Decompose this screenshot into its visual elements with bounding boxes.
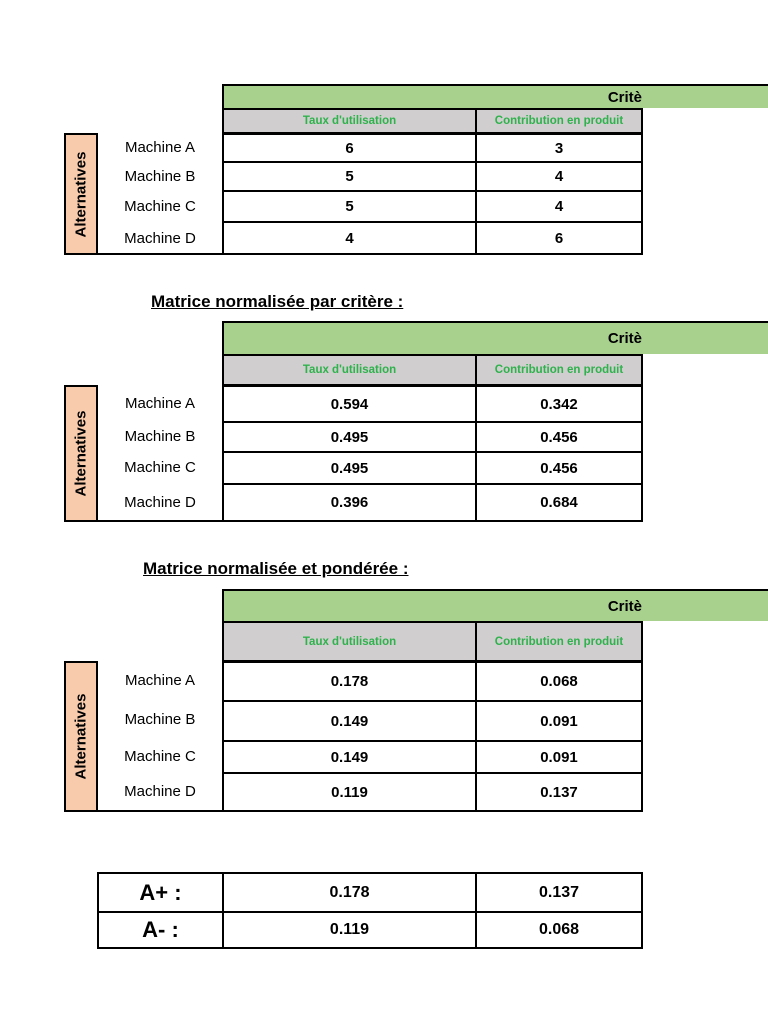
alternatives-label: Alternatives [64, 661, 98, 812]
ideal-negative-label: A- : [97, 911, 224, 949]
table-cell: 0.456 [475, 421, 643, 453]
row-label: Machine C [124, 458, 196, 476]
alternatives-label: Alternatives [64, 133, 98, 255]
table-cell: 4 [475, 161, 643, 192]
table-cell: 0.178 [222, 872, 477, 913]
table-cell: 0.137 [475, 872, 643, 913]
row-label: Machine A [124, 671, 196, 689]
row-label: Machine D [124, 229, 196, 247]
section-title: Matrice normalisée par critère : [151, 292, 404, 311]
table-cell: 3 [475, 133, 643, 163]
table-border [64, 810, 224, 812]
criteria-header: Critè [222, 589, 768, 621]
table-cell: 0.119 [222, 911, 477, 949]
row-label: Machine B [124, 427, 196, 445]
table-cell: 0.091 [475, 700, 643, 742]
table-cell: 6 [222, 133, 477, 163]
table-cell: 0.495 [222, 451, 477, 485]
row-label: Machine A [124, 139, 196, 156]
table-cell: 0.594 [222, 385, 477, 423]
table-cell: 4 [222, 221, 477, 255]
row-label: Machine C [124, 747, 196, 765]
table-cell: 0.396 [222, 483, 477, 522]
table-cell: 0.456 [475, 451, 643, 485]
column-header-taux: Taux d'utilisation [222, 621, 476, 662]
row-label: Machine D [124, 783, 196, 800]
row-label: Machine A [124, 394, 196, 412]
row-label: Machine D [124, 493, 196, 511]
row-label: Machine B [124, 711, 196, 728]
table-border [64, 253, 224, 255]
table-cell: 4 [475, 190, 643, 223]
table-cell: 5 [222, 190, 477, 223]
table-cell: 0.149 [222, 740, 477, 774]
table-cell: 0.137 [475, 772, 643, 812]
column-header-taux: Taux d'utilisation [222, 108, 476, 134]
section-title: Matrice normalisée et pondérée : [143, 559, 409, 578]
column-header-contribution: Contribution en produit [475, 621, 643, 662]
table-cell: 0.119 [222, 772, 477, 812]
table-cell: 0.149 [222, 700, 477, 742]
table-cell: 0.684 [475, 483, 643, 522]
row-label: Machine B [124, 168, 196, 185]
column-header-contribution: Contribution en produit [475, 354, 643, 386]
table-cell: 0.068 [475, 911, 643, 949]
table-cell: 6 [475, 221, 643, 255]
alternatives-label: Alternatives [64, 385, 98, 522]
table-cell: 0.342 [475, 385, 643, 423]
column-header-taux: Taux d'utilisation [222, 354, 476, 386]
table-cell: 5 [222, 161, 477, 192]
ideal-positive-label: A+ : [97, 872, 224, 913]
row-label: Machine C [124, 198, 196, 215]
table-cell: 0.091 [475, 740, 643, 774]
table-border [64, 520, 224, 522]
table-cell: 0.068 [475, 661, 643, 702]
table-cell: 0.178 [222, 661, 477, 702]
table-cell: 0.495 [222, 421, 477, 453]
column-header-contribution: Contribution en produit [475, 108, 643, 134]
criteria-header: Critè [222, 321, 768, 354]
criteria-header: Critè [222, 84, 768, 108]
